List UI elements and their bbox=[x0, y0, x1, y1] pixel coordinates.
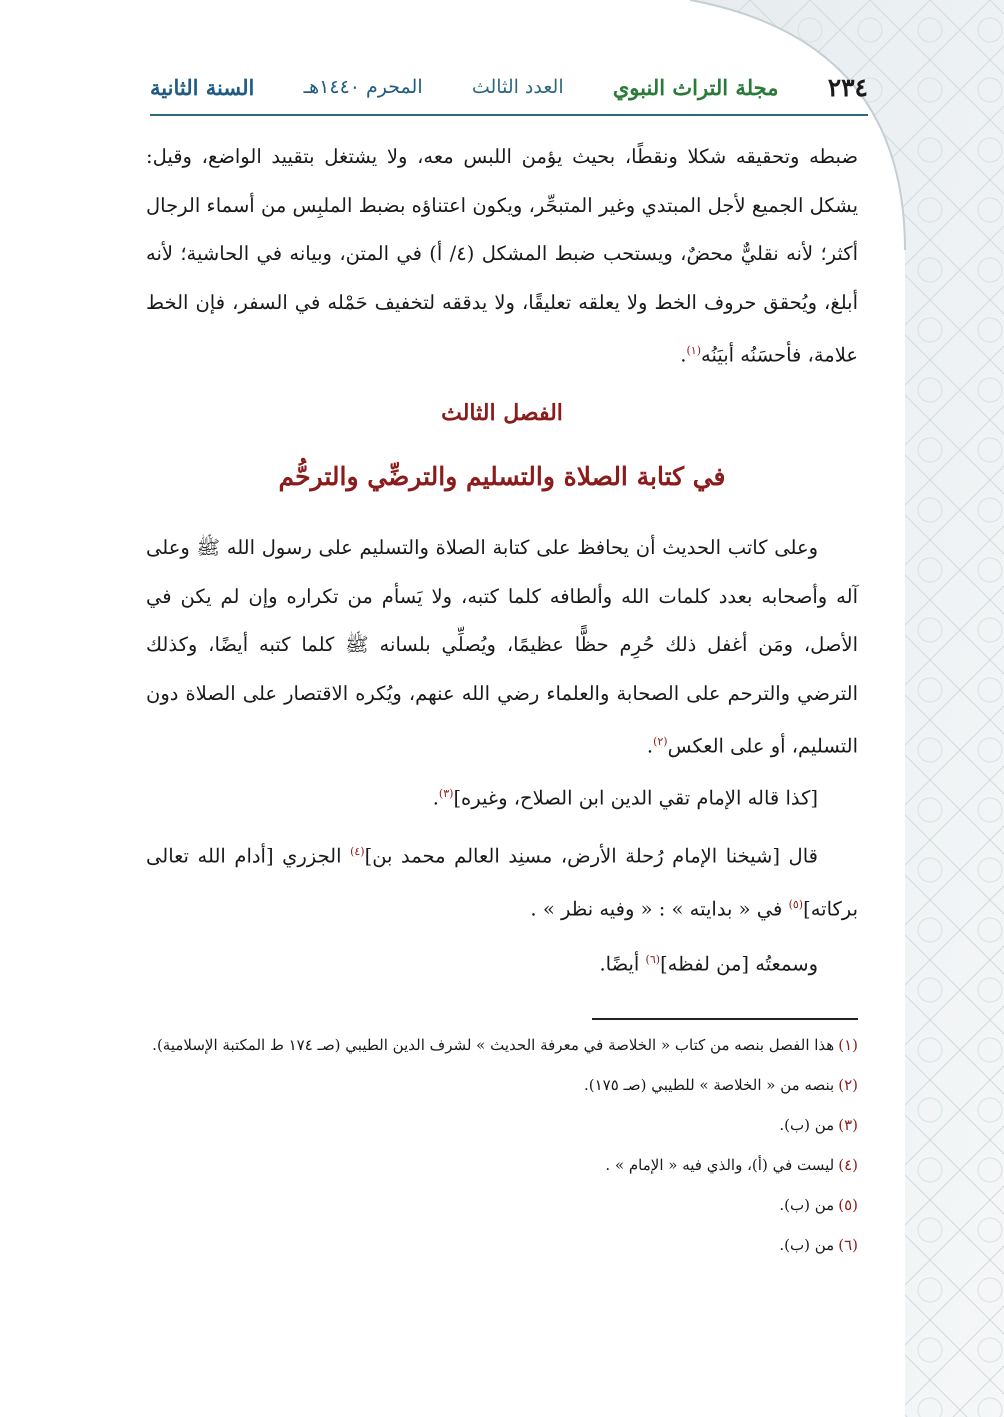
paragraph-4-text-b: الجزري [أدام الله تعالى بركاته] bbox=[146, 844, 858, 921]
footnote-text: من (ب). bbox=[779, 1236, 835, 1254]
journal-title: مجلة التراث النبوي bbox=[612, 74, 779, 100]
footnote-ref-2[interactable]: (٢) bbox=[653, 735, 668, 748]
footnote-item bbox=[146, 1034, 858, 1056]
footnote-number: (٤) bbox=[838, 1156, 858, 1174]
footnote-item bbox=[146, 1154, 858, 1176]
paragraph-3-end: . bbox=[432, 786, 439, 810]
paragraph-1 bbox=[146, 133, 858, 380]
footnote-item bbox=[146, 1114, 858, 1136]
footnote-separator bbox=[592, 1018, 858, 1020]
chapter-subtitle: في كتابة الصلاة والتسليم والترضِّي والترحُّم bbox=[278, 462, 726, 491]
paragraph-1-text: ضبطه وتحقيقه شكلا ونقطًا، بحيث يؤمن اللبس معه، ولا يشتغل بتقييد الواضع، وقيل: يشكل الجميع لأجل المبتدي وغير المتبحِّر، ويكون اعتناؤه بضبط الملبِس من أسماء الرجال أكثر؛ لأنه نقليٌّ محضٌ، ويستحب ضبط المشكل (٤/ أ) في المتن، وبيانه في الحاشية؛ لأنه أبلغ، ويُحقق حروف الخط ولا يعلقه تعليقًا، ولا يدققه لتخفيف حَمْله في السفر، فإن الخط علامة، فأحسَنُه أبيَنُه bbox=[146, 145, 859, 367]
footnote-ref-1[interactable]: (١) bbox=[686, 344, 702, 357]
footnote-item bbox=[146, 1074, 858, 1096]
paragraph-2 bbox=[146, 524, 858, 771]
running-header bbox=[150, 62, 868, 112]
paragraph-5-end: أيضًا. bbox=[599, 952, 646, 976]
paragraph-2-text: وعلى كاتب الحديث أن يحافظ على كتابة الصلاة والتسليم على رسول الله ﷺ وعلى آله وأصحابه بعدد كلمات الله وألطافه كلما كتبه، ولا يَسأم من تكراره وإن لم يكن في الأصل، ومَن أغفل ذلك حُرِم حظًّا عظيمًا، ويُصلِّي بلسانه ﷺ كلما كتبه أيضًا، وكذلك الترضي والترحم على الصحابة والعلماء رضي الله عنهم، ويُكره الاقتصار على الصلاة دون التسليم، أو على العكس bbox=[146, 536, 858, 758]
paragraph-1-end: . bbox=[680, 343, 687, 367]
footnote-item bbox=[146, 1194, 858, 1216]
footnote-number: (١) bbox=[838, 1036, 858, 1054]
footnote-item bbox=[146, 1234, 858, 1256]
paragraph-3 bbox=[146, 770, 858, 823]
issue-date: المحرم ١٤٤٠هـ bbox=[303, 76, 423, 98]
footnote-text: بنصه من « الخلاصة » للطيبي (صـ ١٧٥). bbox=[583, 1076, 835, 1094]
footnote-number: (٦) bbox=[838, 1236, 858, 1254]
footnote-text: من (ب). bbox=[779, 1116, 835, 1134]
footnote-ref-3[interactable]: (٣) bbox=[438, 787, 454, 800]
page-number: ٢٣٤ bbox=[827, 72, 868, 102]
footnote-number: (٢) bbox=[838, 1076, 858, 1094]
footnote-number: (٣) bbox=[838, 1116, 858, 1134]
issue-label: العدد الثالث bbox=[471, 76, 564, 98]
paragraph-4 bbox=[146, 828, 858, 934]
chapter-heading: الفصل الثالث bbox=[441, 400, 563, 426]
paragraph-4-text-a: قال [شيخنا الإمام رُحلة الأرض، مسنِد العالم محمد بن] bbox=[364, 844, 818, 868]
paragraph-2-end: . bbox=[646, 734, 654, 758]
paragraph-4-text-c: في « بدايته » : « وفيه نظر » . bbox=[530, 897, 789, 921]
volume-year: السنة الثانية bbox=[150, 74, 255, 100]
paragraph-3-text: [كذا قاله الإمام تقي الدين ابن الصلاح، وغيره] bbox=[453, 786, 818, 810]
footnote-text: هذا الفصل بنصه من كتاب « الخلاصة في معرفة الحديث » لشرف الدين الطيبي (صـ ١٧٤ ط المكتبة الإسلامية). bbox=[152, 1036, 835, 1054]
footnotes bbox=[146, 1034, 858, 1274]
footnote-number: (٥) bbox=[838, 1196, 858, 1214]
footnote-text: من (ب). bbox=[779, 1196, 835, 1214]
footnote-ref-6[interactable]: (٦) bbox=[645, 953, 661, 966]
paragraph-5 bbox=[146, 936, 858, 989]
header-rule bbox=[150, 114, 868, 116]
paragraph-5-text: وسمعتُه [من لفظه] bbox=[660, 952, 818, 976]
footnote-ref-4[interactable]: (٤) bbox=[350, 845, 365, 858]
footnote-ref-5[interactable]: (٥) bbox=[788, 898, 804, 911]
footnote-text: ليست في (أ)، والذي فيه « الإمام » . bbox=[605, 1156, 835, 1174]
